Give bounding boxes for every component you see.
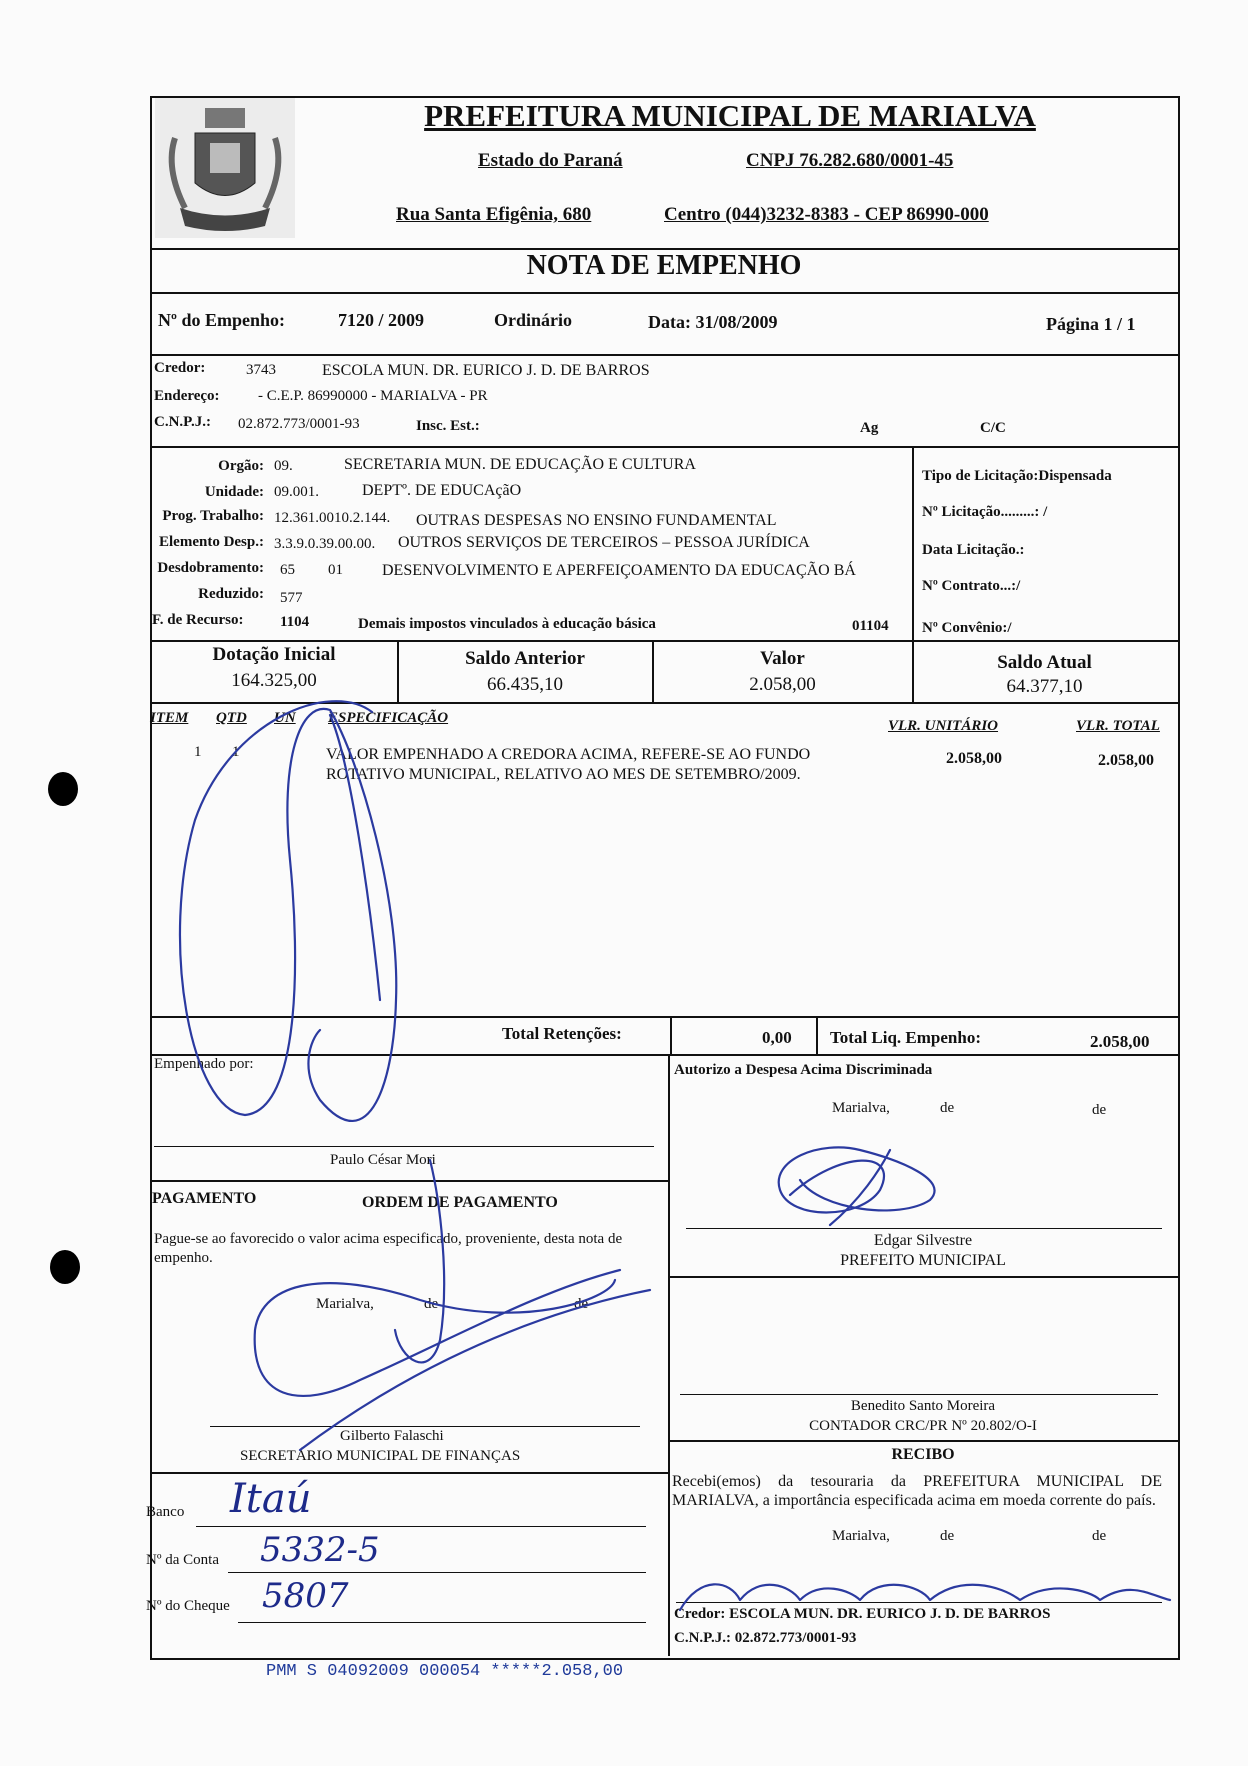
empenho-number-label: Nº do Empenho: xyxy=(158,310,285,330)
credor-label: Credor: xyxy=(154,360,206,376)
document-title: NOTA DE EMPENHO xyxy=(526,250,802,281)
payment-stamp: PMM S 04092009 000054 *****2.058,00 xyxy=(266,1662,624,1681)
divider xyxy=(668,1276,1178,1278)
saldo-atual-label: Saldo Atual xyxy=(997,652,1092,673)
divider xyxy=(150,1054,1178,1056)
valor-value: 2.058,00 xyxy=(749,674,816,695)
cheque-field-line xyxy=(238,1622,646,1623)
recibo-text: Recebi(emos) da tesouraria da PREFEITURA MUNICIPAL DE MARIALVA, a importância especificada acima em moeda corrente do país. xyxy=(672,1473,1162,1509)
divider xyxy=(150,354,1178,356)
punch-hole-bottom xyxy=(50,1250,80,1284)
divider xyxy=(668,1054,670,1656)
empenhado-label: Empenhado por: xyxy=(154,1056,254,1072)
total-value-header: VLR. TOTAL xyxy=(1076,718,1160,734)
signer3-name: Edgar Silvestre xyxy=(873,1232,973,1249)
state-label: Estado do Paraná xyxy=(478,150,623,171)
cheque-value: 5807 xyxy=(262,1576,349,1616)
de-recibo-2: de xyxy=(1092,1528,1107,1544)
banco-value: Itaú xyxy=(230,1476,312,1522)
desdobramento-code1: 65 xyxy=(280,562,295,578)
signature-line xyxy=(210,1426,640,1427)
elemento-code: 3.3.9.0.39.00.00. xyxy=(274,536,376,552)
district-phone-label: Centro (044)3232-8383 - CEP 86990-000 xyxy=(664,204,989,225)
orgao-code: 09. xyxy=(274,458,293,474)
divider xyxy=(150,640,1178,642)
page-title: PREFEITURA MUNICIPAL DE MARIALVA xyxy=(424,98,1036,133)
signature-line xyxy=(686,1228,1162,1229)
reduzido-value: 577 xyxy=(280,590,303,606)
de-recibo-1: de xyxy=(940,1528,955,1544)
saldo-atual-value: 64.377,10 xyxy=(1006,676,1083,697)
convenio-number: Nº Convênio:/ xyxy=(922,620,1012,636)
conta-label: Nº da Conta xyxy=(146,1552,219,1568)
divider xyxy=(668,1440,1178,1442)
licitacao-data: Data Licitação.: xyxy=(922,542,1025,558)
signature-line xyxy=(680,1394,1158,1395)
desdobramento-code2: 01 xyxy=(328,562,343,578)
cnpj-label: CNPJ 76.282.680/0001-45 xyxy=(746,150,954,171)
conta-field-line xyxy=(228,1572,646,1573)
credor-receipt: Credor: ESCOLA MUN. DR. EURICO J. D. DE BARROS xyxy=(674,1606,1051,1622)
punch-hole-top xyxy=(48,772,78,806)
credor-address: - C.E.P. 86990000 - MARIALVA - PR xyxy=(258,388,488,404)
signer2-name: Gilberto Falaschi xyxy=(340,1428,444,1444)
signature-line xyxy=(154,1146,654,1147)
saldo-anterior-value: 66.435,10 xyxy=(487,674,563,695)
row-total-value: 2.058,00 xyxy=(1098,752,1154,769)
row-spec-line1: VALOR EMPENHADO A CREDORA ACIMA, REFERE-SE AO FUNDO xyxy=(326,746,811,763)
pagamento-title: PAGAMENTO xyxy=(152,1190,257,1207)
recurso-name: Demais impostos vinculados à educação básica xyxy=(358,616,656,632)
unidade-code: 09.001. xyxy=(274,484,319,500)
row-unit-value: 2.058,00 xyxy=(946,750,1002,767)
ag-label: Ag xyxy=(860,420,879,436)
divider xyxy=(816,1016,818,1056)
ordem-title: ORDEM DE PAGAMENTO xyxy=(362,1194,558,1211)
orgao-name: SECRETARIA MUN. DE EDUCAÇÃO E CULTURA xyxy=(344,456,696,473)
retencoes-label: Total Retenções: xyxy=(502,1024,622,1043)
divider xyxy=(150,1472,670,1474)
credor-name: ESCOLA MUN. DR. EURICO J. D. DE BARROS xyxy=(322,362,650,379)
cnpj-receipt: C.N.P.J.: 02.872.773/0001-93 xyxy=(674,1630,857,1646)
coat-of-arms-logo xyxy=(155,98,295,238)
qtd-header: QTD xyxy=(216,710,247,726)
signature-line xyxy=(676,1602,1162,1603)
desdobramento-label: Desdobramento: xyxy=(157,560,264,576)
address-field-label: Endereço: xyxy=(154,388,220,404)
recurso-number: 01104 xyxy=(852,618,889,634)
saldo-anterior-label: Saldo Anterior xyxy=(465,648,585,669)
row-spec-line2: ROTATIVO MUNICIPAL, RELATIVO AO MES DE SETEMBRO/2009. xyxy=(326,766,801,783)
divider xyxy=(150,292,1178,294)
row-item: 1 xyxy=(194,744,202,760)
dotacao-value: 164.325,00 xyxy=(231,670,317,691)
divider xyxy=(150,1180,670,1182)
signer4-name: Benedito Santo Moreira xyxy=(850,1398,996,1414)
page-number: Página 1 / 1 xyxy=(1046,314,1136,334)
unit-value-header: VLR. UNITÁRIO xyxy=(888,718,999,734)
recibo-title: RECIBO xyxy=(891,1446,955,1463)
liq-label: Total Liq. Empenho: xyxy=(830,1028,981,1047)
insc-label: Insc. Est.: xyxy=(416,418,480,434)
credor-code: 3743 xyxy=(246,362,276,378)
pague-text: Pague-se ao favorecido o valor acima especificado, proveniente, desta nota de empenho. xyxy=(154,1231,623,1266)
divider xyxy=(670,1016,672,1056)
cc-label: C/C xyxy=(980,420,1006,436)
de-left-1: de xyxy=(424,1296,439,1312)
empenho-number: 7120 / 2009 xyxy=(338,310,425,330)
licitacao-numero: Nº Licitação.........: / xyxy=(922,504,1048,520)
conta-value: 5332-5 xyxy=(260,1530,380,1570)
retencoes-value: 0,00 xyxy=(762,1028,792,1047)
autorizo-text: Autorizo a Despesa Acima Discriminada xyxy=(674,1062,933,1078)
credor-cnpj: 02.872.773/0001-93 xyxy=(238,416,360,432)
address-label: Rua Santa Efigênia, 680 xyxy=(396,204,592,225)
signer4-title: CONTADOR CRC/PR Nº 20.802/O-I xyxy=(809,1418,1037,1434)
empenho-date: Data: 31/08/2009 xyxy=(648,312,778,332)
unidade-name: DEPTº. DE EDUCAçãO xyxy=(362,482,522,499)
valor-label: Valor xyxy=(760,648,805,669)
orgao-label: Orgão: xyxy=(218,458,264,474)
reduzido-label: Reduzido: xyxy=(198,586,264,602)
banco-field-line xyxy=(196,1526,646,1527)
credor-cnpj-label: C.N.P.J.: xyxy=(154,414,211,430)
marialva-right: Marialva, xyxy=(832,1100,890,1116)
divider xyxy=(150,446,1178,448)
recurso-label: F. de Recurso: xyxy=(152,612,244,628)
liq-value: 2.058,00 xyxy=(1090,1032,1150,1051)
empenho-type: Ordinário xyxy=(494,310,573,330)
elemento-name: OUTROS SERVIÇOS DE TERCEIROS – PESSOA JURÍDICA xyxy=(398,534,810,551)
marialva-left: Marialva, xyxy=(316,1296,374,1312)
banco-label: Banco xyxy=(146,1504,185,1520)
divider xyxy=(150,702,1178,704)
signer1-name: Paulo César Mori xyxy=(330,1152,436,1168)
prog-name: OUTRAS DESPESAS NO ENSINO FUNDAMENTAL xyxy=(416,512,777,529)
spec-header: ESPECIFICAÇÃO xyxy=(328,710,449,726)
row-qtd: 1 xyxy=(232,744,240,760)
cheque-label: Nº do Cheque xyxy=(146,1598,230,1614)
de-right-1: de xyxy=(940,1100,955,1116)
recurso-code: 1104 xyxy=(280,614,310,630)
contrato-number: Nº Contrato...:/ xyxy=(922,578,1021,594)
signer3-title: PREFEITO MUNICIPAL xyxy=(840,1252,1006,1269)
unidade-label: Unidade: xyxy=(204,484,264,500)
de-right-2: de xyxy=(1092,1102,1107,1118)
divider xyxy=(912,446,914,642)
dotacao-label: Dotação Inicial xyxy=(212,644,336,665)
divider xyxy=(150,1016,1178,1018)
prog-label: Prog. Trabalho: xyxy=(162,508,264,524)
elemento-label: Elemento Desp.: xyxy=(159,534,264,550)
prog-code: 12.361.0010.2.144. xyxy=(274,510,391,526)
signer2-title: SECRETÁRIO MUNICIPAL DE FINANÇAS xyxy=(240,1448,521,1464)
desdobramento-name: DESENVOLVIMENTO E APERFEIÇOAMENTO DA EDUCAÇÃO BÁ xyxy=(382,562,856,579)
un-header: UN xyxy=(274,710,296,726)
marialva-recibo: Marialva, xyxy=(832,1528,890,1544)
de-left-2: de xyxy=(574,1296,589,1312)
item-header: ITEM xyxy=(150,710,189,726)
licitacao-tipo: Tipo de Licitação:Dispensada xyxy=(922,468,1112,484)
